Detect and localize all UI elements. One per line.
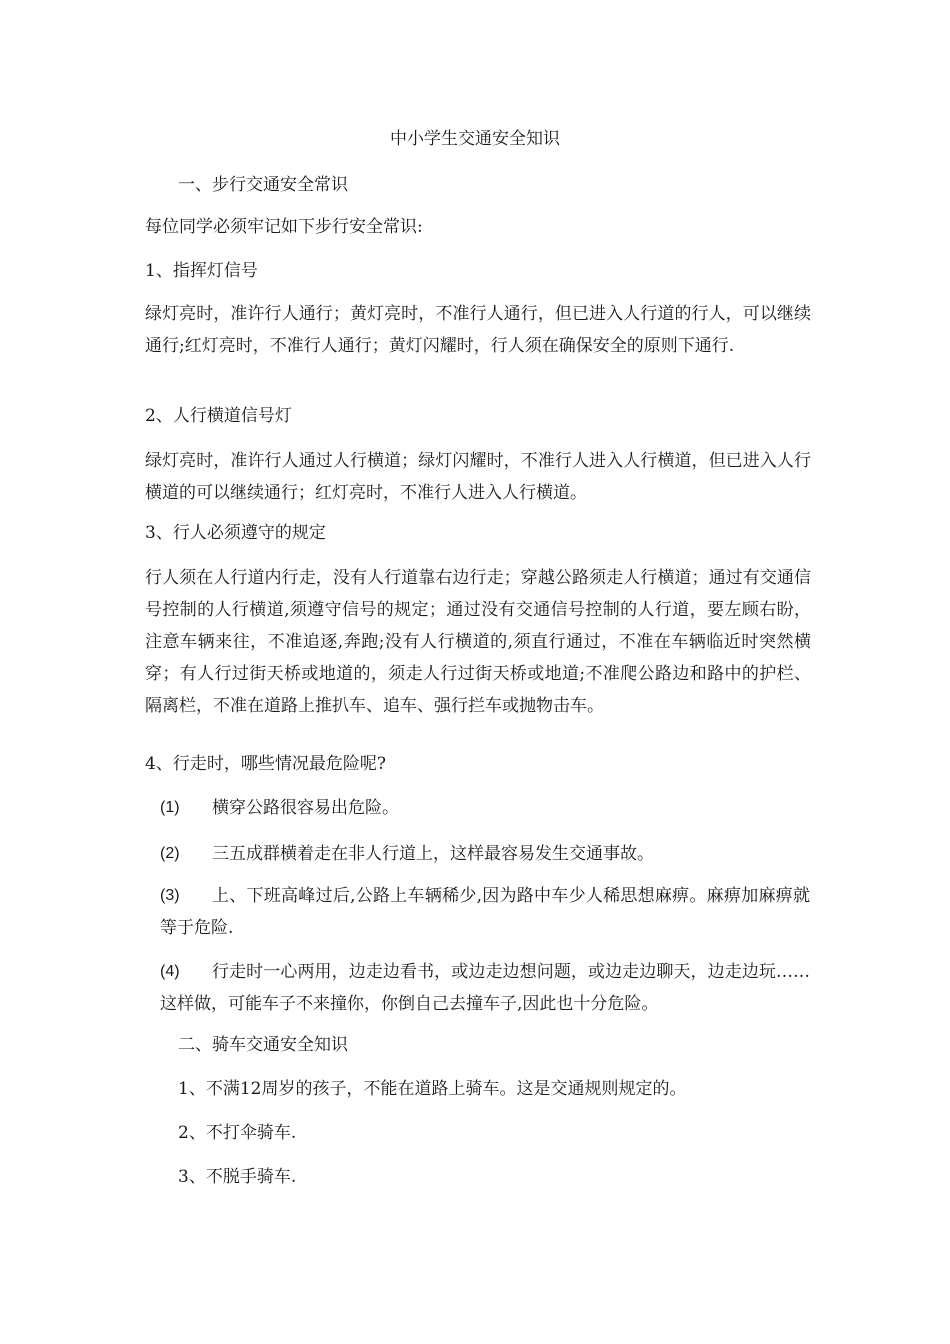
danger-item-text: 上、下班高峰过后,公路上车辆稀少,因为路中车少人稀思想麻痹。麻痹加麻痹就等于危险. (160, 886, 810, 938)
danger-item-number: (3) (160, 887, 180, 904)
item1-heading: 1、指挥灯信号 (145, 261, 258, 281)
item3-heading: 3、行人必须遵守的规定 (145, 523, 326, 543)
danger-item-number: (4) (160, 963, 180, 980)
item3-body: 行人须在人行道内行走，没有人行道靠右边行走；穿越公路须走人行横道；通过有交通信号控制的人行横道,须遵守信号的规定；通过没有交通信号控制的人行道，要左顾右盼，注意车辆来往，不准追逐,奔跑;没有人行横道的,须直行通过，不准在车辆临近时突然横穿；有人行过街天桥或地道的，须走人行过街天桥或地道;不准爬公路边和路中的护栏、隔离栏，不准在道路上推扒车、追车、强行拦车或抛物击车。 (145, 568, 811, 716)
item1-body: 绿灯亮时，准许行人通行；黄灯亮时，不准行人通行，但已进入人行道的行人，可以继续通行;红灯亮时，不准行人通行；黄灯闪耀时，行人须在确保安全的原则下通行. (145, 304, 811, 356)
section1-intro: 每位同学必须牢记如下步行安全常识: (145, 217, 423, 237)
section2-rule-1: 1、不满12周岁的孩子，不能在道路上骑车。这是交通规则规定的。 (178, 1079, 687, 1099)
danger-item-2 (160, 838, 810, 870)
section2-rule-3: 3、不脱手骑车. (178, 1167, 297, 1187)
danger-item-text: 三五成群横着走在非人行道上，这样最容易发生交通事故。 (212, 844, 654, 864)
danger-item-4 (160, 956, 810, 1020)
item2-heading: 2、人行横道信号灯 (145, 406, 292, 426)
danger-item-1 (160, 792, 810, 824)
danger-item-number: (2) (160, 845, 180, 862)
section2-heading: 二、骑车交通安全知识 (178, 1035, 348, 1055)
document-title: 中小学生交通安全知识 (390, 129, 560, 149)
item4-heading: 4、行走时，哪些情况最危险呢? (145, 754, 386, 774)
item2-body: 绿灯亮时，准许行人通过人行横道；绿灯闪耀时，不准行人进入人行横道，但已进入人行横道的可以继续通行；红灯亮时，不准行人进入人行横道。 (145, 451, 811, 503)
danger-item-text: 横穿公路很容易出危险。 (212, 798, 399, 818)
section2-rule-2: 2、不打伞骑车. (178, 1123, 297, 1143)
danger-item-text: 行走时一心两用，边走边看书，或边走边想问题，或边走边聊天，边走边玩……这样做，可能车子不来撞你，你倒自己去撞车子,因此也十分危险。 (160, 962, 810, 1014)
danger-item-number: (1) (160, 799, 180, 816)
danger-item-3 (160, 880, 810, 944)
section1-heading: 一、步行交通安全常识 (178, 175, 348, 195)
